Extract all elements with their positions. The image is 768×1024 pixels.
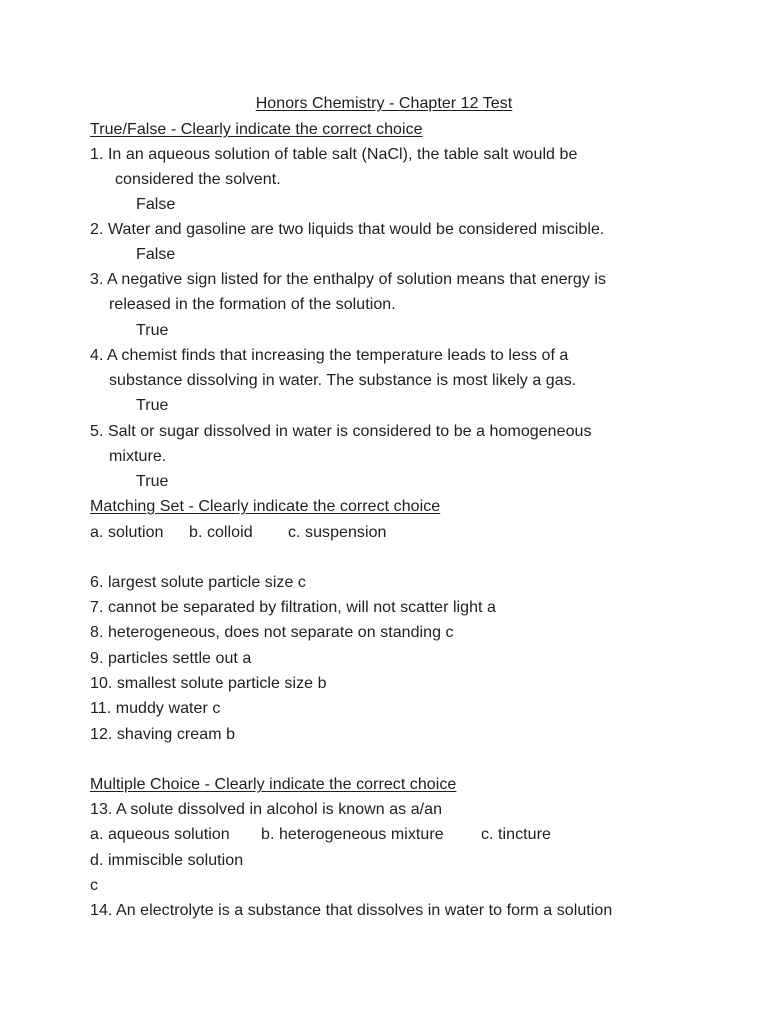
question-13-options-row-1 [90,825,551,845]
matching-option-b: b. colloid [189,524,253,541]
matching-item-8: 8. heterogeneous, does not separate on standing c [90,624,454,641]
matching-heading-text: Matching Set - Clearly indicate the correct choice [90,498,441,515]
true-false-heading-text: True/False - Clearly indicate the correct choice [90,121,423,138]
question-3-answer: True [136,322,169,339]
multiple-choice-heading-text: Multiple Choice - Clearly indicate the correct choice [90,776,457,793]
matching-item-11: 11. muddy water c [90,700,221,717]
question-13-answer: c [90,877,99,894]
matching-item-7: 7. cannot be separated by filtration, will not scatter light a [90,599,496,616]
matching-option-a: a. solution [90,524,164,541]
question-3-line-2: released in the formation of the solution. [109,296,396,313]
question-13-option-d: d. immiscible solution [90,852,244,869]
question-4-line-2: substance dissolving in water. The substance is most likely a gas. [109,372,577,389]
page-title-text: Honors Chemistry - Chapter 12 Test [255,95,513,112]
question-5-answer: True [136,473,169,490]
question-1-line-2: considered the solvent. [115,171,281,188]
question-13-option-c: c. tincture [481,826,551,843]
matching-item-6: 6. largest solute particle size c [90,574,306,591]
question-14-stem: 14. An electrolyte is a substance that dissolves in water to form a solution [90,902,613,919]
question-5-line-2: mixture. [109,448,167,465]
matching-options [90,523,387,543]
page-title [0,94,768,114]
question-13-option-a: a. aqueous solution [90,826,230,843]
matching-option-c: c. suspension [288,524,387,541]
question-1-line-1: 1. In an aqueous solution of table salt (NaCl), the table salt would be [90,146,578,163]
question-13-stem: 13. A solute dissolved in alcohol is known as a/an [90,801,443,818]
matching-heading [90,497,440,517]
question-2-line-1: 2. Water and gasoline are two liquids that would be considered miscible. [90,221,605,238]
question-2-answer: False [136,246,176,263]
question-4-answer: True [136,397,169,414]
question-3-line-1: 3. A negative sign listed for the enthalpy of solution means that energy is [90,271,607,288]
matching-item-9: 9. particles settle out a [90,650,252,667]
matching-item-10: 10. smallest solute particle size b [90,675,327,692]
question-13-option-b: b. heterogeneous mixture [261,826,444,843]
multiple-choice-heading [90,775,456,795]
true-false-heading [90,120,423,140]
question-4-line-1: 4. A chemist finds that increasing the temperature leads to less of a [90,347,569,364]
question-5-line-1: 5. Salt or sugar dissolved in water is considered to be a homogeneous [90,423,592,440]
matching-item-12: 12. shaving cream b [90,726,236,743]
question-1-answer: False [136,196,176,213]
